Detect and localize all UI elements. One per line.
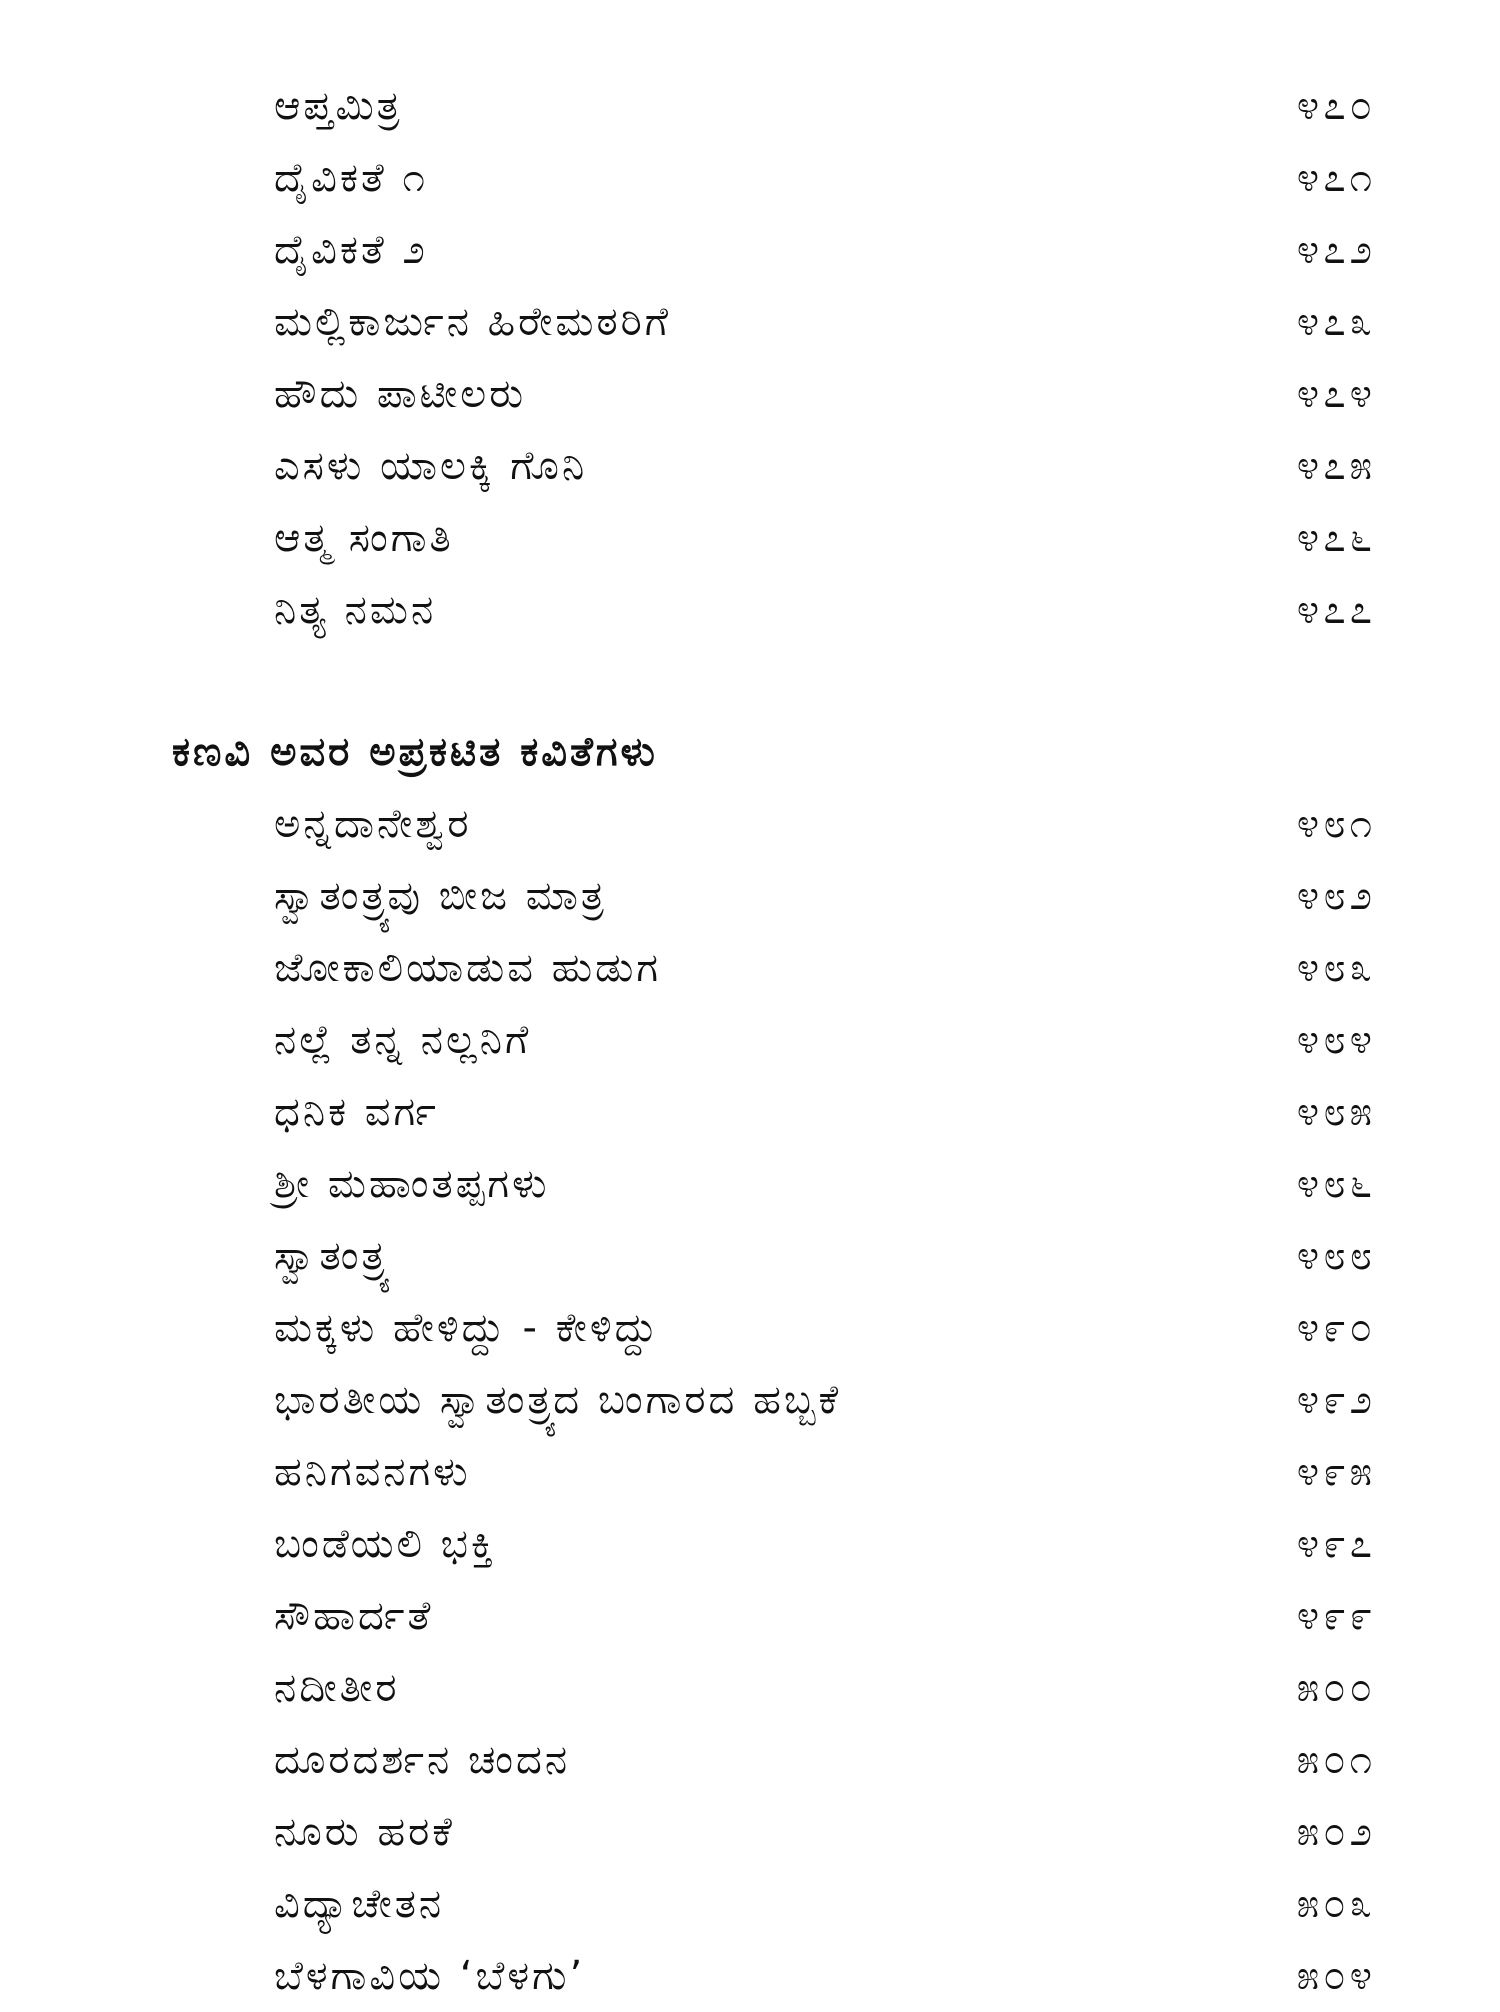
toc-entry xyxy=(0,214,1500,286)
entry-title: ಧನಿಕ ವರ್ಗ xyxy=(274,1089,439,1135)
entry-page-number: ೪೭೫ xyxy=(1296,443,1376,489)
entry-title: ನಲ್ಲೆ ತನ್ನ ನಲ್ಲನಿಗೆ xyxy=(274,1017,532,1063)
entry-page-number: ೪೯೦ xyxy=(1296,1305,1376,1351)
entry-title: ವಿದ್ಯಾಚೇತನ xyxy=(274,1881,445,1927)
toc-entry xyxy=(0,142,1500,214)
entry-page-number: ೪೭೩ xyxy=(1296,299,1376,345)
entry-title: ಜೋಕಾಲಿಯಾಡುವ ಹುಡುಗ xyxy=(274,945,661,991)
toc-entry xyxy=(0,70,1500,142)
toc-entry xyxy=(0,1148,1500,1220)
entry-page-number: ೫೦೪ xyxy=(1296,1953,1376,1999)
entry-title: ಆಪ್ತಮಿತ್ರ xyxy=(274,83,403,129)
entry-title: ಮಕ್ಕಳು ಹೇಳಿದ್ದು - ಕೇಳಿದ್ದು xyxy=(274,1305,660,1351)
toc-entry xyxy=(0,286,1500,358)
entry-page-number: ೫೦೩ xyxy=(1296,1881,1376,1927)
toc-entry xyxy=(0,860,1500,932)
toc-entry xyxy=(0,1436,1500,1508)
entry-page-number: ೪೭೭ xyxy=(1296,587,1376,633)
toc-list-part1 xyxy=(0,70,1500,646)
entry-page-number: ೪೯೨ xyxy=(1296,1377,1376,1423)
entry-page-number: ೪೭೬ xyxy=(1296,515,1376,561)
entry-page-number: ೫೦೦ xyxy=(1296,1665,1376,1711)
entry-title: ಭಾರತೀಯ ಸ್ವಾತಂತ್ರ್ಯದ ಬಂಗಾರದ ಹಬ್ಬಕೆ xyxy=(274,1377,842,1423)
toc-entry xyxy=(0,932,1500,1004)
toc-entry xyxy=(0,1652,1500,1724)
entry-title: ದೈವಿಕತೆ ೨ xyxy=(274,227,428,273)
entry-title: ಶ್ರೀ ಮಹಾಂತಪ್ಪಗಳು xyxy=(274,1161,550,1207)
entry-page-number: ೪೮೧ xyxy=(1296,801,1376,847)
entry-title: ಸ್ವಾತಂತ್ರ್ಯವು ಬೀಜ ಮಾತ್ರ xyxy=(274,873,607,919)
toc-entry xyxy=(0,574,1500,646)
toc-entry xyxy=(0,788,1500,860)
entry-page-number: ೪೮೪ xyxy=(1296,1017,1376,1063)
section-heading: ಕಣವಿ ಅವರ ಅಪ್ರಕಟಿತ ಕವಿತೆಗಳು xyxy=(172,729,658,775)
toc-entry xyxy=(0,1292,1500,1364)
toc-entry xyxy=(0,430,1500,502)
entry-title: ಬೆಳಗಾವಿಯ ‘ಬೆಳಗು’ xyxy=(274,1953,586,1999)
entry-page-number: ೪೯೫ xyxy=(1296,1449,1376,1495)
toc-entry xyxy=(0,1220,1500,1292)
entry-page-number: ೪೭೪ xyxy=(1296,371,1376,417)
entry-page-number: ೪೮೨ xyxy=(1296,873,1376,919)
entry-title: ಬಂಡೆಯಲಿ ಭಕ್ತಿ xyxy=(274,1521,497,1567)
entry-page-number: ೪೭೦ xyxy=(1296,83,1376,129)
entry-title: ಮಲ್ಲಿಕಾರ್ಜುನ ಹಿರೇಮಠರಿಗೆ xyxy=(274,299,671,345)
entry-page-number: ೪೮೮ xyxy=(1296,1233,1376,1279)
toc-entry xyxy=(0,1076,1500,1148)
entry-page-number: ೪೯೭ xyxy=(1296,1521,1376,1567)
toc-entry xyxy=(0,502,1500,574)
entry-page-number: ೪೮೩ xyxy=(1296,945,1376,991)
entry-title: ನಿತ್ಯ ನಮನ xyxy=(274,587,437,633)
toc-entry xyxy=(0,1508,1500,1580)
toc-entry xyxy=(0,1004,1500,1076)
entry-page-number: ೪೮೬ xyxy=(1296,1161,1376,1207)
toc-entry xyxy=(0,1364,1500,1436)
entry-title: ಸ್ವಾತಂತ್ರ್ಯ xyxy=(274,1233,395,1279)
entry-page-number: ೫೦೨ xyxy=(1296,1809,1376,1855)
entry-title: ಆತ್ಮ ಸಂಗಾತಿ xyxy=(274,515,454,561)
entry-title: ನೂರು ಹರಕೆ xyxy=(274,1809,455,1855)
entry-page-number: ೪೯೯ xyxy=(1296,1593,1376,1639)
toc-entry xyxy=(0,358,1500,430)
entry-title: ಹನಿಗವನಗಳು xyxy=(274,1449,471,1495)
entry-page-number: ೫೦೧ xyxy=(1296,1737,1376,1783)
entry-title: ದೈವಿಕತೆ ೧ xyxy=(274,155,428,201)
entry-title: ಸೌಹಾರ್ದತೆ xyxy=(274,1593,434,1639)
entry-page-number: ೪೮೫ xyxy=(1296,1089,1376,1135)
entry-page-number: ೪೭೧ xyxy=(1296,155,1376,201)
toc-entry xyxy=(0,1796,1500,1868)
entry-page-number: ೪೭೨ xyxy=(1296,227,1376,273)
toc-entry xyxy=(0,1724,1500,1796)
entry-title: ಅನ್ನದಾನೇಶ್ವರ xyxy=(274,801,472,847)
toc-entry xyxy=(0,1580,1500,1652)
entry-title: ನದೀತೀರ xyxy=(274,1665,400,1711)
toc-entry xyxy=(0,1940,1500,2012)
toc-entry xyxy=(0,1868,1500,1940)
toc-list-part2 xyxy=(0,788,1500,2012)
entry-title: ಎಸಳು ಯಾಲಕ್ಕಿ ಗೊನಿ xyxy=(274,443,588,489)
entry-title: ಹೌದು ಪಾಟೀಲರು xyxy=(274,371,527,417)
entry-title: ದೂರದರ್ಶನ ಚಂದನ xyxy=(274,1737,571,1783)
